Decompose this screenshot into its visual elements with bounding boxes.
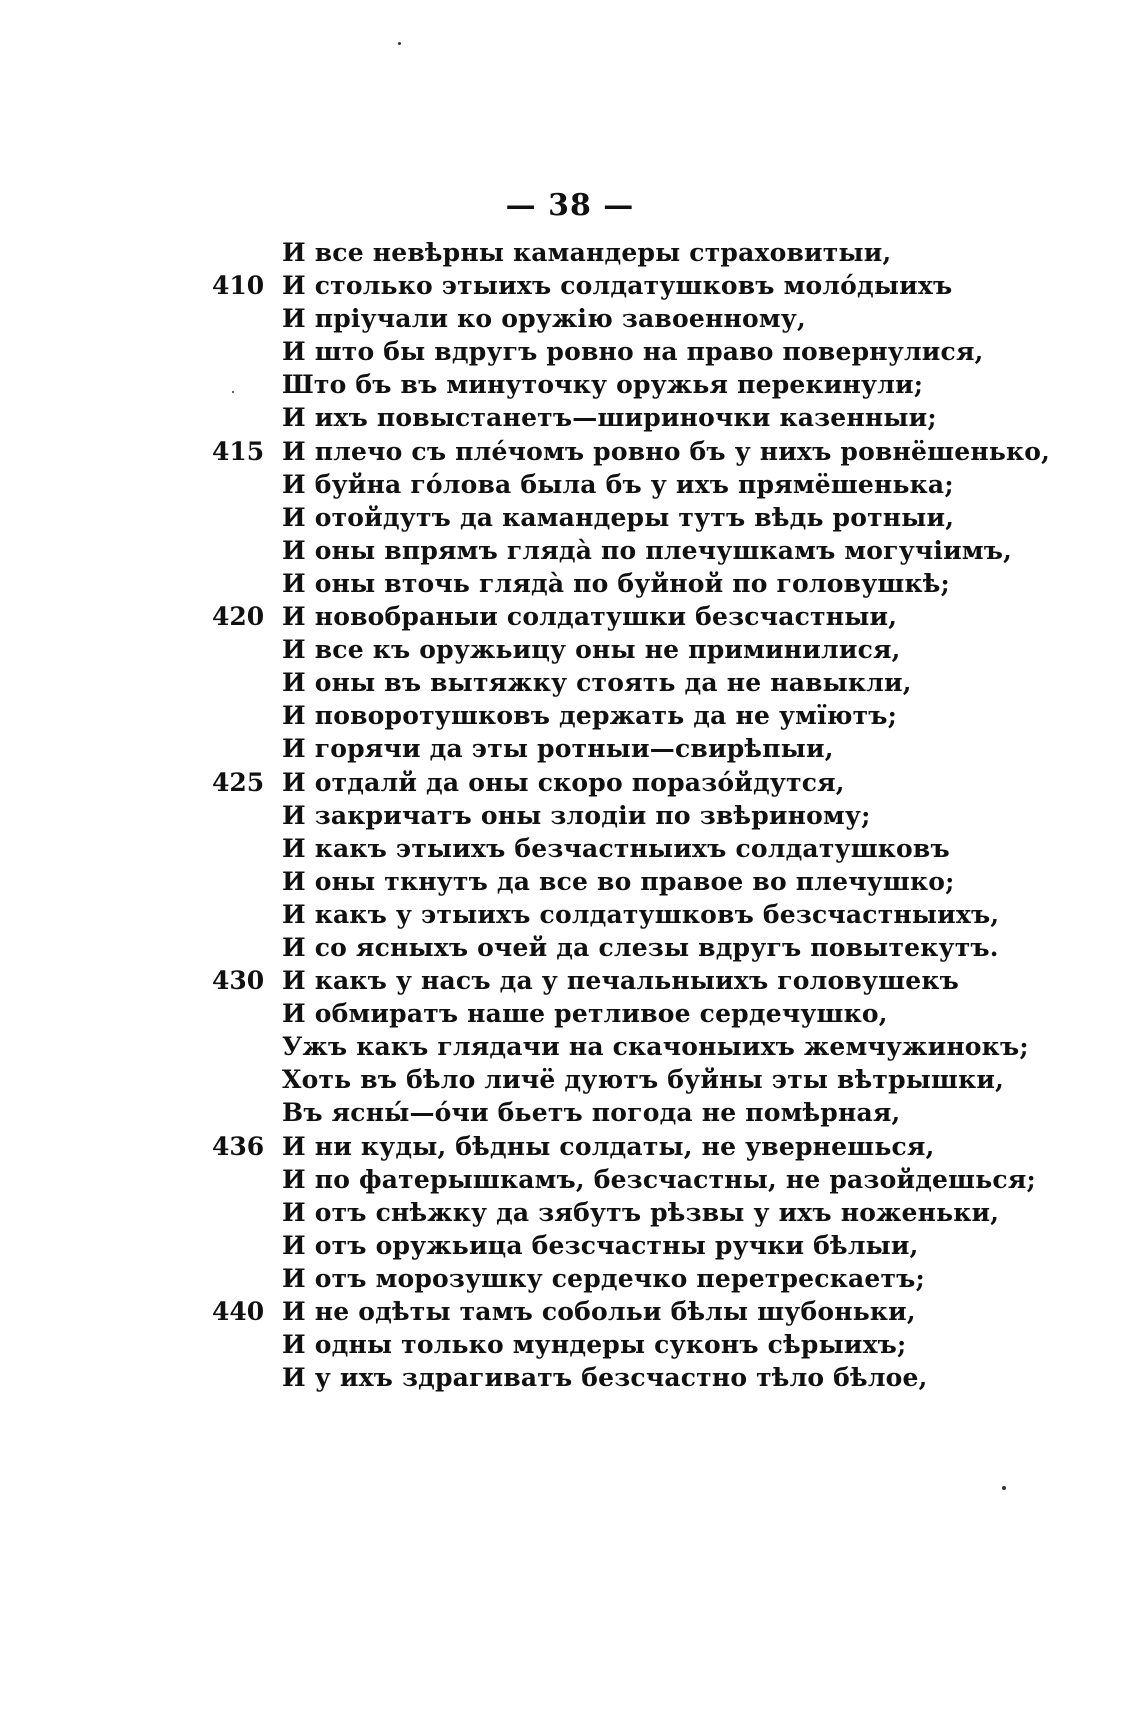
verse-line: [0, 1030, 1140, 1063]
verse-line: [0, 600, 1140, 633]
verse-line: [0, 799, 1140, 832]
verse-text: И ихъ повыстанетъ—ширинoчки казенныи;: [282, 403, 937, 433]
verse-text: И отдалй да оны скоро поразóйдутся,: [282, 767, 845, 797]
verse-line: [0, 1262, 1140, 1295]
verse-text: И обмиратъ наше ретливое сердечушко,: [282, 999, 888, 1029]
verse-line: [0, 1295, 1140, 1328]
verse-line: [0, 468, 1140, 501]
verse-line: [0, 534, 1140, 567]
verse-line: [0, 964, 1140, 997]
verse-text: Хоть въ бѣло личё дуютъ буйны эты вѣтрышки,: [282, 1065, 1005, 1095]
verse-text: И одны только мундеры суконъ сѣрыихъ;: [282, 1330, 907, 1360]
verse-line: [0, 302, 1140, 335]
verse-text: И отъ оружьица безсчастны ручки бѣлыи,: [282, 1230, 919, 1260]
verse-line: [0, 269, 1140, 302]
scan-speck: [1002, 1486, 1006, 1490]
verse-text: И што бы вдругъ ровно на право повернулися,: [282, 337, 984, 367]
verse-line: [0, 997, 1140, 1030]
verse-line: [0, 1196, 1140, 1229]
verse-line: [0, 732, 1140, 765]
verse-text: И все къ оружьицу оны не приминилися,: [282, 635, 901, 665]
scan-speck: [232, 391, 234, 393]
verse-text: И по фатерышкамъ, безсчастны, не разойдешься;: [282, 1164, 1036, 1194]
verse-text: И все невѣрны камандеры страховитыи,: [282, 238, 892, 267]
verse-text: И со ясныхъ очей да слезы вдругъ повытекутъ.: [282, 932, 999, 962]
verse-text: Ужъ какъ глядачи на скачоныихъ жемчужинокъ;: [282, 1032, 1029, 1062]
line-number: 415: [212, 436, 265, 466]
verse-line: [0, 1361, 1140, 1394]
verse-line: [0, 335, 1140, 368]
verse-text: И горячи да эты ротныи—свирѣпыи,: [282, 734, 834, 764]
verse-text: И оны въ вытяжку стоять да не навыкли,: [282, 668, 912, 698]
verse-text: И поворотушковъ держать да не умïютъ;: [282, 701, 898, 731]
verse-text: И отъ снѣжку да зябутъ рѣзвы у ихъ ноженьки,: [282, 1197, 1000, 1227]
verse-line: [0, 501, 1140, 534]
verse-text: И плечо съ плéчомъ ровно бъ у нихъ ровнёшенько,: [282, 436, 1051, 466]
verse-line: [0, 1163, 1140, 1196]
verse-text: И отойдутъ да камандеры тутъ вѣдь ротныи,: [282, 502, 955, 532]
verse-text: И отъ морозушку сердечко перетрескаетъ;: [282, 1263, 925, 1293]
line-number: 410: [212, 271, 265, 301]
verse-text: И у ихъ здрагиватъ безсчастно тѣло бѣлое,: [282, 1363, 928, 1393]
line-number: 420: [212, 602, 265, 632]
verse-text: И прiучали ко оружiю завоенному,: [282, 304, 806, 334]
verse-text: И какъ у насъ да у печальныихъ головушекъ: [282, 966, 959, 996]
verse-line: [0, 1229, 1140, 1262]
line-number: 440: [212, 1297, 265, 1326]
verse-line: [0, 1096, 1140, 1129]
verse-text: И оны вточь глядà по буйной по головушкѣ;: [282, 568, 950, 598]
verse-text: И какъ этыихъ безчастныихъ солдатушковъ: [282, 833, 950, 863]
verse-line: [0, 633, 1140, 666]
verse-text: Што бъ въ минуточку оружья перекинули;: [282, 370, 924, 400]
verse-text: И закричатъ оны злодiи по звѣриному;: [282, 800, 871, 830]
scan-speck: [398, 42, 401, 45]
verse-text: И оны впрямъ глядà по плечушкамъ могучiимъ,: [282, 535, 1013, 565]
verse-line: [0, 666, 1140, 699]
verse-line: [0, 567, 1140, 600]
verse-text: И не одѣты тамъ собольи бѣлы шубоньки,: [282, 1297, 916, 1326]
verse-text: И новобраныи солдатушки безсчастныи,: [282, 602, 898, 632]
verse-line: [0, 236, 1140, 269]
verse-text: И ни куды, бѣдны солдаты, не увернешься,: [282, 1131, 935, 1161]
verse-text: Въ ясны́—óчи бьетъ погода не помѣрная,: [282, 1098, 901, 1128]
verse-line: [0, 931, 1140, 964]
verse-line: [0, 401, 1140, 434]
verse-line: [0, 368, 1140, 401]
verse-text: И оны ткнутъ да все во правое во плечушко;: [282, 866, 955, 896]
verse-list: [0, 236, 1140, 1394]
line-number: 425: [212, 767, 265, 797]
verse-line: [0, 766, 1140, 799]
verse-line: [0, 699, 1140, 732]
verse-line: [0, 1130, 1140, 1163]
line-number: 430: [212, 966, 265, 996]
line-number: 436: [212, 1131, 265, 1161]
verse-line: [0, 1328, 1140, 1361]
verse-text: И столько этыихъ солдатушковъ молóдыихъ: [282, 271, 953, 301]
verse-line: [0, 898, 1140, 931]
verse-line: [0, 1063, 1140, 1096]
page-number: — 38 —: [505, 188, 635, 223]
verse-line: [0, 435, 1140, 468]
verse-line: [0, 865, 1140, 898]
verse-line: [0, 832, 1140, 865]
verse-text: И буйна гóлова была бъ у ихъ прямёшенька;: [282, 469, 954, 499]
verse-text: И какъ у этыихъ солдатушковъ безсчастныихъ,: [282, 899, 1000, 929]
